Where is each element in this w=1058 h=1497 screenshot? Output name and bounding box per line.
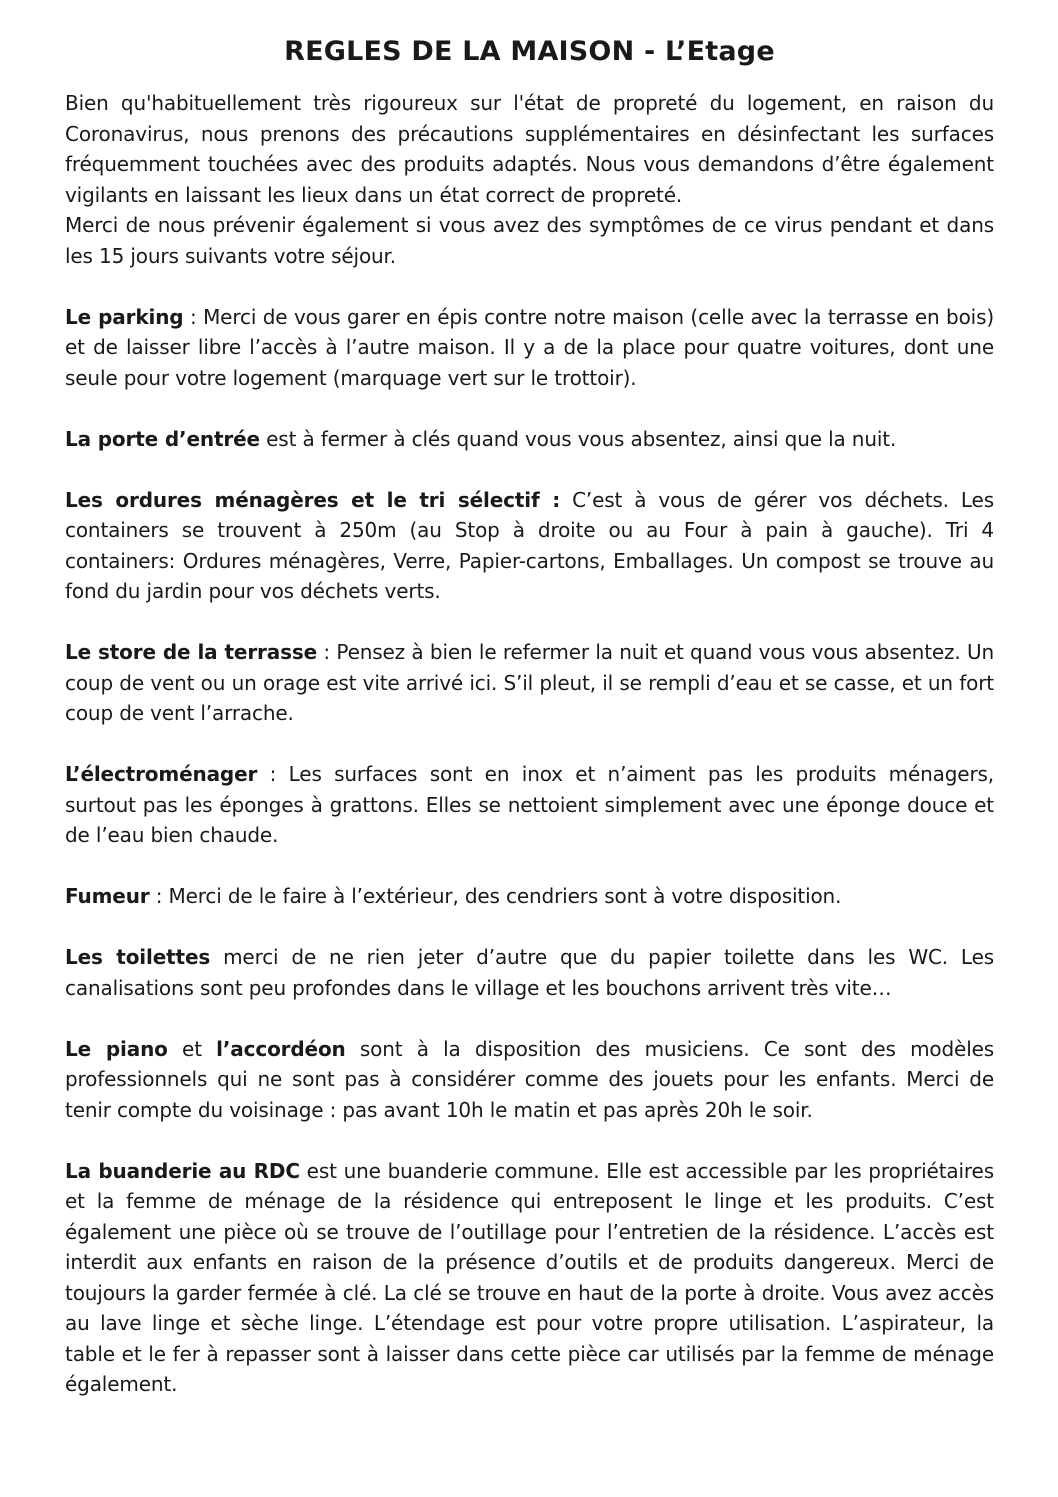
section-piano bbox=[65, 1034, 994, 1126]
section-fumeur bbox=[65, 881, 994, 912]
section-text-fumeur: : Merci de le faire à l’extérieur, des cendriers sont à votre disposition. bbox=[149, 884, 842, 908]
section-heading-toilettes: Les toilettes bbox=[65, 945, 211, 969]
section-electromenager bbox=[65, 759, 994, 851]
section-heading-parking: Le parking bbox=[65, 304, 184, 329]
section-store bbox=[65, 637, 994, 729]
section-heading-piano: Le piano bbox=[65, 1036, 168, 1061]
section-text-parking: : Merci de vous garer en épis contre notre maison (celle avec la terrasse en bois) et de laisser libre l’accès à l’autre maison. Il y a de la place pour quatre voitures, dont une seule pour votre logement (marquage vert sur le trottoir). bbox=[65, 304, 994, 390]
section-text-store: : Pensez à bien le refermer la nuit et quand vous vous absentez. Un coup de vent ou un orage est vite arrivé ici. S’il pleut, il se rempli d’eau et se casse, et un fort coup de vent l’arrache. bbox=[65, 640, 994, 725]
section-joiner-piano: et bbox=[167, 1036, 217, 1061]
section-text-ordures: C’est à vous de gérer vos déchets. Les containers se trouvent à 250m (au Stop à droite ou au Four à pain à gauche). Tri 4 containers: Ordures ménagères, Verre, Papier-cartons, Emballages. Un compost se trouve au fond du jardin pour vos déchets verts. bbox=[65, 487, 994, 603]
section-porte bbox=[65, 424, 994, 455]
section-text-buanderie: est une buanderie commune. Elle est accessible par les propriétaires et la femme de ménage de la résidence qui entreposent le linge et les produits. C’est également une pièce où se trouve de l’outillage pour l’entretien de la résidence. L’accès est interdit aux enfants en raison de la présence d’outils et de produits dangereux. Merci de toujours la garder fermée à clé. La clé se trouve en haut de la porte à droite. Vous avez accès au lave linge et sèche linge. L’étendage est pour votre propre utilisation. L’aspirateur, la table et le fer à repasser sont à laisser dans cette pièce car utilisés par la femme de ménage également. bbox=[65, 1158, 994, 1396]
section-heading-store: Le store de la terrasse bbox=[65, 640, 318, 664]
intro-paragraph-2: Merci de nous prévenir également si vous avez des symptômes de ce virus pendant et dans les 15 jours suivants votre séjour. bbox=[65, 213, 994, 268]
section-text-toilettes: merci de ne rien jeter d’autre que du papier toilette dans les WC. Les canalisations sont peu profondes dans le village et les bouchons arrivent très vite… bbox=[65, 945, 994, 1000]
document-page bbox=[65, 34, 994, 1400]
section-heading-ordures: Les ordures ménagères et le tri sélectif : bbox=[65, 487, 561, 512]
section-heading-accordeon: l’accordéon bbox=[216, 1036, 346, 1061]
section-heading-electromenager: L’électroménager bbox=[65, 762, 258, 786]
page-title: REGLES DE LA MAISON - L’Etage bbox=[284, 36, 775, 67]
section-buanderie bbox=[65, 1156, 994, 1400]
intro-paragraph-1: Bien qu'habituellement très rigoureux sur l'état de propreté du logement, en raison du Coronavirus, nous prenons des précautions supplémentaires en désinfectant les surfaces fréquemment touchées avec des produits adaptés. Nous vous demandons d’être également vigilants en laissant les lieux dans un état correct de propreté. bbox=[65, 91, 994, 207]
section-text-piano: sont à la disposition des musiciens. Ce sont des modèles professionnels qui ne sont pas à considérer comme des jouets pour les enfants. Merci de tenir compte du voisinage : pas avant 10h le matin et pas après 20h le soir. bbox=[65, 1036, 995, 1122]
section-parking bbox=[65, 302, 994, 394]
section-text-electromenager: : Les surfaces sont en inox et n’aiment pas les produits ménagers, surtout pas les éponges à grattons. Elles se nettoient simplement avec une éponge douce et de l’eau bien chaude. bbox=[65, 762, 994, 847]
section-text-porte: est à fermer à clés quand vous vous absentez, ainsi que la nuit. bbox=[259, 426, 897, 451]
section-ordures bbox=[65, 485, 994, 607]
section-heading-buanderie: La buanderie au RDC bbox=[65, 1158, 300, 1183]
section-heading-porte: La porte d’entrée bbox=[65, 426, 260, 451]
section-heading-fumeur: Fumeur bbox=[65, 884, 150, 908]
section-toilettes bbox=[65, 942, 994, 1003]
